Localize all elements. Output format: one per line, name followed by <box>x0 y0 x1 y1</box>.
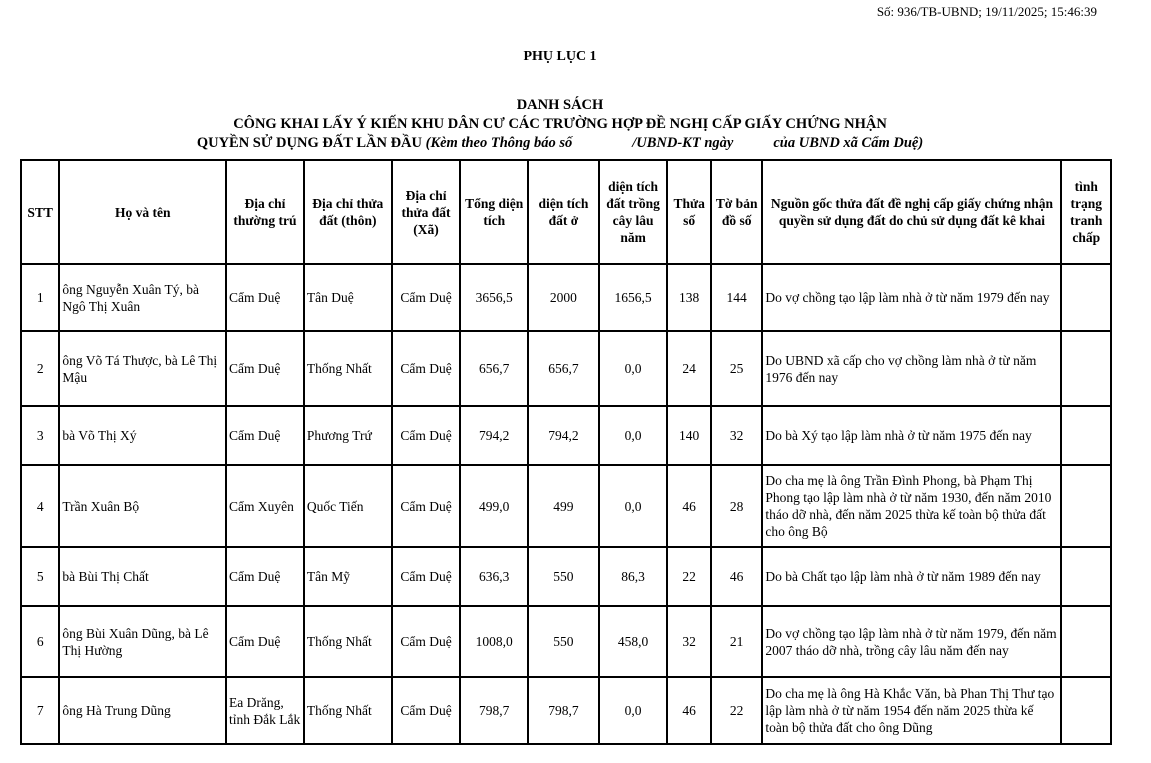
cell-stt: 4 <box>21 465 59 547</box>
cell-commune: Cẩm Duệ <box>392 547 461 606</box>
cell-dispute <box>1061 264 1111 331</box>
cell-total-area: 656,7 <box>460 331 528 406</box>
list-title-line1: DANH SÁCH <box>516 97 604 113</box>
cell-origin: Do vợ chồng tạo lập làm nhà ở từ năm 1979, đến năm 2007 tháo dỡ nhà, trồng cây lâu năm đến nay <box>762 606 1061 677</box>
document-number: Số: 936/TB-UBND; 19/11/2025; 15:46:39 <box>876 4 1097 19</box>
cell-stt: 3 <box>21 406 59 465</box>
cell-origin: Do UBND xã cấp cho vợ chồng làm nhà ở từ năm 1976 đến nay <box>762 331 1061 406</box>
cell-commune: Cẩm Duệ <box>392 465 461 547</box>
cell-perennial-area: 86,3 <box>599 547 668 606</box>
cell-village: Thống Nhất <box>304 677 392 744</box>
list-title-line3 <box>0 134 1120 153</box>
cell-origin: Do bà Chất tạo lập làm nhà ở từ năm 1989 đến nay <box>762 547 1061 606</box>
table-header-row <box>21 160 1111 264</box>
list-title-line2: CÔNG KHAI LẤY Ý KIẾN KHU DÂN CƯ CÁC TRƯỜNG HỢP ĐỀ NGHỊ CẤP GIẤY CHỨNG NHẬN <box>233 116 887 132</box>
cell-total-area: 499,0 <box>460 465 528 547</box>
cell-dispute <box>1061 465 1111 547</box>
notice-reference-c: của UBND xã Cẩm Duệ) <box>773 135 924 151</box>
cell-name: ông Bùi Xuân Dũng, bà Lê Thị Hường <box>59 606 226 677</box>
cell-parcel-no: 46 <box>667 465 710 547</box>
cell-commune: Cẩm Duệ <box>392 606 461 677</box>
cell-residence: Cẩm Duệ <box>226 331 304 406</box>
cell-perennial-area: 0,0 <box>599 465 668 547</box>
table-row <box>21 264 1111 331</box>
cell-perennial-area: 458,0 <box>599 606 668 677</box>
header-parcel-village: Địa chỉ thửa đất (thôn) <box>304 160 392 264</box>
cell-stt: 7 <box>21 677 59 744</box>
cell-name: ông Võ Tá Thược, bà Lê Thị Mậu <box>59 331 226 406</box>
cell-residential-area: 499 <box>528 465 599 547</box>
cell-map-sheet: 32 <box>711 406 763 465</box>
cell-name: bà Bùi Thị Chất <box>59 547 226 606</box>
header-parcel-no: Thửa số <box>667 160 710 264</box>
cell-parcel-no: 140 <box>667 406 710 465</box>
cell-map-sheet: 28 <box>711 465 763 547</box>
list-title-line3-main: QUYỀN SỬ DỤNG ĐẤT LẦN ĐẦU <box>196 135 422 151</box>
cell-commune: Cẩm Duệ <box>392 264 461 331</box>
cell-total-area: 798,7 <box>460 677 528 744</box>
cell-commune: Cẩm Duệ <box>392 677 461 744</box>
cell-commune: Cẩm Duệ <box>392 406 461 465</box>
cell-residential-area: 550 <box>528 547 599 606</box>
table-row <box>21 465 1111 547</box>
cell-stt: 2 <box>21 331 59 406</box>
cell-perennial-area: 1656,5 <box>599 264 668 331</box>
cell-origin: Do vợ chồng tạo lập làm nhà ở từ năm 1979 đến nay <box>762 264 1061 331</box>
cell-residential-area: 794,2 <box>528 406 599 465</box>
header-residence: Địa chỉ thường trú <box>226 160 304 264</box>
cell-name: ông Nguyễn Xuân Tý, bà Ngô Thị Xuân <box>59 264 226 331</box>
table-row <box>21 406 1111 465</box>
cell-parcel-no: 32 <box>667 606 710 677</box>
cell-residence: Cẩm Duệ <box>226 547 304 606</box>
cell-stt: 6 <box>21 606 59 677</box>
cell-stt: 5 <box>21 547 59 606</box>
cell-parcel-no: 24 <box>667 331 710 406</box>
cell-residential-area: 656,7 <box>528 331 599 406</box>
cell-commune: Cẩm Duệ <box>392 331 461 406</box>
cell-residential-area: 550 <box>528 606 599 677</box>
cell-dispute <box>1061 547 1111 606</box>
cell-village: Tân Duệ <box>304 264 392 331</box>
cell-total-area: 3656,5 <box>460 264 528 331</box>
cell-total-area: 636,3 <box>460 547 528 606</box>
cell-dispute <box>1061 677 1111 744</box>
cell-residence: Cẩm Duệ <box>226 264 304 331</box>
cell-residence: Cẩm Duệ <box>226 406 304 465</box>
cell-dispute <box>1061 606 1111 677</box>
table-row <box>21 606 1111 677</box>
cell-perennial-area: 0,0 <box>599 677 668 744</box>
header-map-sheet: Tờ bản đồ số <box>711 160 763 264</box>
cell-village: Tân Mỹ <box>304 547 392 606</box>
cell-map-sheet: 21 <box>711 606 763 677</box>
header-stt: STT <box>21 160 59 264</box>
cell-map-sheet: 46 <box>711 547 763 606</box>
cell-village: Thống Nhất <box>304 606 392 677</box>
header-name: Họ và tên <box>59 160 226 264</box>
cell-map-sheet: 144 <box>711 264 763 331</box>
notice-reference-a: (Kèm theo Thông báo số <box>425 135 573 151</box>
table-row <box>21 547 1111 606</box>
cell-village: Quốc Tiến <box>304 465 392 547</box>
cell-stt: 1 <box>21 264 59 331</box>
cell-dispute <box>1061 331 1111 406</box>
cell-village: Thống Nhất <box>304 331 392 406</box>
header-origin: Nguồn gốc thửa đất đề nghị cấp giấy chứng nhận quyền sử dụng đất do chủ sử dụng đất kê khai <box>762 160 1061 264</box>
applicants-table <box>20 159 1112 745</box>
cell-parcel-no: 138 <box>667 264 710 331</box>
header-parcel-commune: Địa chỉ thửa đất (Xã) <box>392 160 461 264</box>
cell-total-area: 1008,0 <box>460 606 528 677</box>
cell-total-area: 794,2 <box>460 406 528 465</box>
header-total-area: Tổng diện tích <box>460 160 528 264</box>
header-residential-area: diện tích đất ở <box>528 160 599 264</box>
cell-residence: Cẩm Duệ <box>226 606 304 677</box>
cell-residence: Cẩm Xuyên <box>226 465 304 547</box>
cell-map-sheet: 22 <box>711 677 763 744</box>
cell-name: bà Võ Thị Xý <box>59 406 226 465</box>
list-title <box>0 96 1120 153</box>
cell-residence: Ea Drăng, tỉnh Đắk Lắk <box>226 677 304 744</box>
table-row <box>21 331 1111 406</box>
cell-residential-area: 798,7 <box>528 677 599 744</box>
cell-residential-area: 2000 <box>528 264 599 331</box>
cell-origin: Do bà Xý tạo lập làm nhà ở từ năm 1975 đến nay <box>762 406 1061 465</box>
cell-parcel-no: 46 <box>667 677 710 744</box>
notice-reference-b: /UBND-KT ngày <box>632 135 734 151</box>
table-row <box>21 677 1111 744</box>
cell-parcel-no: 22 <box>667 547 710 606</box>
header-perennial-area: diện tích đất trồng cây lâu năm <box>599 160 668 264</box>
cell-village: Phương Trứ <box>304 406 392 465</box>
cell-name: Trần Xuân Bộ <box>59 465 226 547</box>
cell-perennial-area: 0,0 <box>599 331 668 406</box>
cell-perennial-area: 0,0 <box>599 406 668 465</box>
cell-origin: Do cha mẹ là ông Hà Khắc Văn, bà Phan Thị Thư tạo lập làm nhà ở từ năm 1954 đến năm 2025 thừa kế toàn bộ thửa đất cho ông Dũng <box>762 677 1061 744</box>
cell-map-sheet: 25 <box>711 331 763 406</box>
cell-name: ông Hà Trung Dũng <box>59 677 226 744</box>
cell-origin: Do cha mẹ là ông Trần Đình Phong, bà Phạm Thị Phong tạo lập làm nhà ở từ năm 1930, đến năm 2010 tháo dỡ nhà, đến năm 2025 thừa kế toàn bộ thửa đất cho ông Bộ <box>762 465 1061 547</box>
header-dispute: tình trạng tranh chấp <box>1061 160 1111 264</box>
appendix-title: PHỤ LỤC 1 <box>523 49 597 64</box>
cell-dispute <box>1061 406 1111 465</box>
